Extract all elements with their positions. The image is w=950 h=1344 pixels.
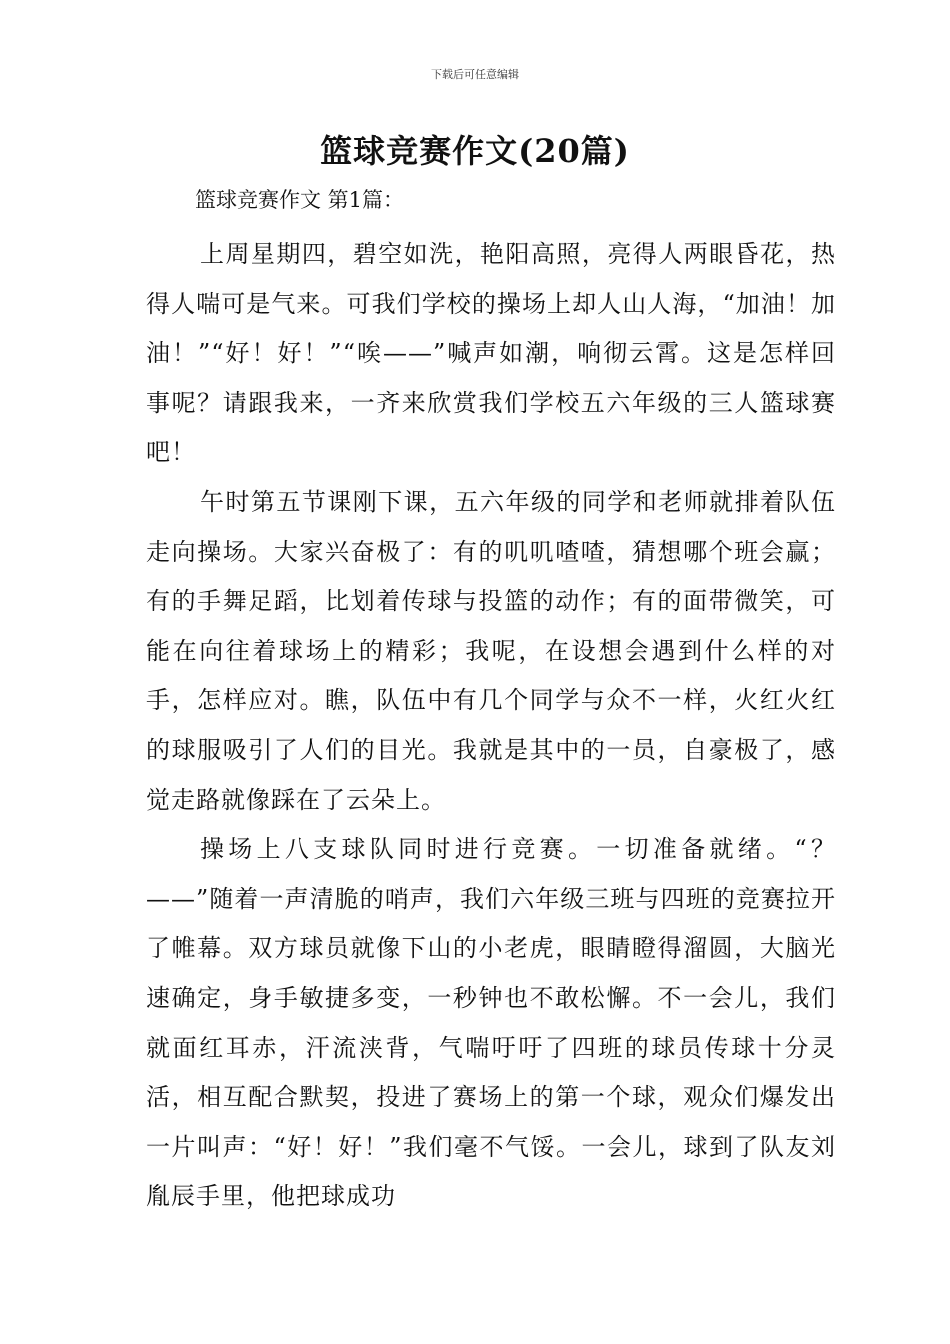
paragraph-3: 操场上八支球队同时进行竞赛。一切准备就绪。“？——”随着一声清脆的哨声，我们六年级三班与四班的竞赛拉开了帷幕。双方球员就像下山的小老虎，眼睛瞪得溜圆，大脑光速确定，身手敏捷多变，一秒钟也不敢松懈。不一会儿，我们就面红耳赤，汗流浃背，气喘吁吁了四班的球员传球十分灵活，相互配合默契，投进了赛场上的第一个球，观众们爆发出一片叫声：“好！好！”我们毫不气馁。一会儿，球到了队友刘胤辰手里，他把球成功 <box>146 835 836 1211</box>
document-title: 篮球竞赛作文(20篇) <box>320 132 630 170</box>
essay-body <box>146 230 836 1222</box>
paragraph-2: 午时第五节课刚下课，五六年级的同学和老师就排着队伍走向操场。大家兴奋极了：有的叽叽喳喳，猜想哪个班会赢；有的手舞足蹈，比划着传球与投篮的动作；有的面带微笑，可能在向往着球场上的精彩；我呢，在设想会遇到什么样的对手，怎样应对。瞧，队伍中有几个同学与众不一样，火红火红的球服吸引了人们的目光。我就是其中的一员，自豪极了，感觉走路就像踩在了云朵上。 <box>146 487 836 814</box>
essay-subheading: 篮球竞赛作文 第1篇： <box>195 188 405 212</box>
header-note: 下载后可任意编辑 <box>431 68 519 81</box>
paragraph-1: 上周星期四，碧空如洗，艳阳高照，亮得人两眼昏花，热得人喘可是气来。可我们学校的操场上却人山人海，“加油！加油！”“好！好！”“唉——”喊声如潮，响彻云霄。这是怎样回事呢？请跟我来，一齐来欣赏我们学校五六年级的三人篮球赛吧！ <box>146 240 836 467</box>
